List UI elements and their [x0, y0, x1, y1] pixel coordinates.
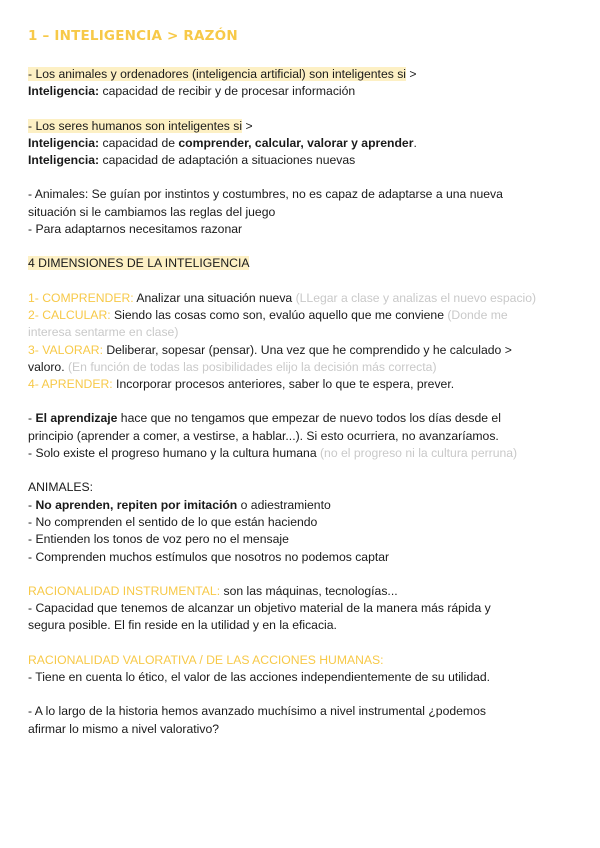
- text-line: - A lo largo de la historia hemos avanzado muchísimo a nivel instrumental ¿podemos: [28, 704, 486, 719]
- learning-line: - El aprendizaje hace que no tengamos que empezar de nuevo todos los días desde el: [28, 411, 501, 426]
- humans-intelligence-line: - Los seres humanos son inteligentes si >: [28, 118, 253, 133]
- dimensions-heading: 4 DIMENSIONES DE LA INTELIGENCIA: [28, 256, 250, 271]
- progress-line: - Solo existe el progreso humano y la cultura humana (no el progreso ni la cultura perruna): [28, 446, 518, 461]
- definition-line: Inteligencia: capacidad de recibir y de procesar información: [28, 84, 356, 99]
- list-item: - Comprenden muchos estímulos que nosotros no podemos captar: [28, 549, 390, 564]
- dimension-calcular: 2- CALCULAR: Siendo las cosas como son, evalúo aquello que me conviene (Donde me: [28, 307, 508, 322]
- list-item: - Entienden los tonos de voz pero no el mensaje: [28, 532, 289, 547]
- text-line: situación si le cambiamos las reglas del juego: [28, 204, 276, 219]
- dimension-comprender: 1- COMPRENDER: Analizar una situación nueva (LLegar a clase y analizas el nuevo espacio): [28, 290, 537, 305]
- dimension-valorar: 3- VALORAR: Deliberar, sopesar (pensar). Una vez que he comprendido y he calculado >: [28, 342, 512, 357]
- highlighted-statement: - Los seres humanos son inteligentes si: [28, 118, 243, 133]
- animals-heading: ANIMALES:: [28, 480, 94, 495]
- definition-line: Inteligencia: capacidad de comprender, calcular, valorar y aprender.: [28, 135, 417, 150]
- animals-intelligence-line: - Los animales y ordenadores (inteligencia artificial) son inteligentes si >: [28, 67, 417, 81]
- dimension-calcular-note: interesa sentarme en clase): [28, 325, 179, 340]
- highlighted-statement: - Los animales y ordenadores (inteligencia artificial) son inteligentes si: [28, 67, 407, 81]
- page-title: 1 – INTELIGENCIA > RAZÓN: [28, 28, 238, 44]
- text-line: principio (aprender a comer, a vestirse, a hablar...). Si esto ocurriera, no avanzaríamos.: [28, 428, 499, 443]
- dimension-aprender: 4- APRENDER: Incorporar procesos anteriores, saber lo que te espera, prever.: [28, 377, 455, 392]
- list-item: - No comprenden el sentido de lo que están haciendo: [28, 514, 318, 529]
- list-item: - No aprenden, repiten por imitación o adiestramiento: [28, 497, 331, 512]
- instrumental-heading: RACIONALIDAD INSTRUMENTAL: son las máquinas, tecnologías...: [28, 583, 398, 598]
- definition-line: Inteligencia: capacidad de adaptación a situaciones nuevas: [28, 153, 356, 168]
- text-line: - Animales: Se guían por instintos y costumbres, no es capaz de adaptarse a una nueva: [28, 187, 503, 202]
- valorativa-heading: RACIONALIDAD VALORATIVA / DE LAS ACCIONES HUMANAS:: [28, 652, 384, 667]
- text-line: afirmar lo mismo a nivel valorativo?: [28, 721, 220, 736]
- text-line: segura posible. El fin reside en la utilidad y en la eficacia.: [28, 618, 337, 633]
- text-line: - Tiene en cuenta lo ético, el valor de las acciones independientemente de su utilidad.: [28, 670, 491, 685]
- dimension-valorar-cont: valoro. (En función de todas las posibilidades elijo la decisión más correcta): [28, 359, 437, 374]
- text-line: - Capacidad que tenemos de alcanzar un objetivo material de la manera más rápida y: [28, 601, 491, 616]
- text-line: - Para adaptarnos necesitamos razonar: [28, 222, 243, 237]
